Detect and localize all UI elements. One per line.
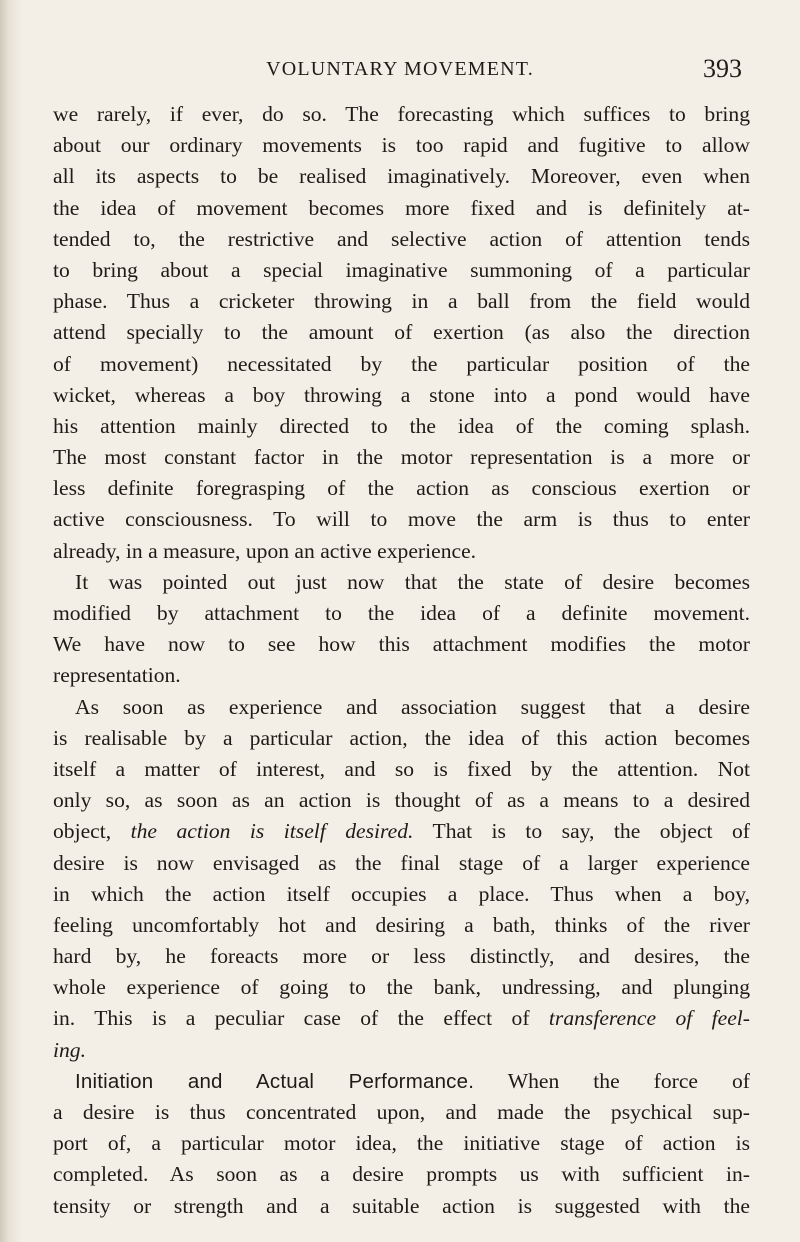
line-text: tended to, the restrictive and selective action of attention tends [53, 226, 750, 251]
line-text: a desire is thus concentrated upon, and made the psychical sup- [53, 1100, 750, 1124]
line-text: The most constant factor in the motor representation is a more or [53, 445, 750, 470]
line-text: port of, a particular motor idea, the initiative stage of action is [53, 1131, 750, 1156]
text-line [53, 1066, 750, 1097]
line-text: we rarely, if ever, do so. The forecasting which suffices to bring [53, 102, 750, 126]
text-line [53, 629, 750, 660]
text-line [53, 723, 750, 754]
text-line [53, 411, 750, 442]
text-line [53, 1035, 750, 1066]
text-line [53, 598, 750, 629]
line-text: in which the action itself occupies a place. Thus when a boy, [53, 881, 750, 906]
line-text: object, [53, 819, 131, 844]
line-text: active consciousness. To will to move the arm is thus to enter [53, 507, 750, 532]
text-line [53, 816, 750, 847]
text-line [53, 785, 750, 816]
text-line [53, 1128, 750, 1159]
text-line [53, 473, 750, 504]
italic-phrase: transference of feel- [548, 1006, 750, 1031]
text-line [53, 504, 750, 535]
text-line [53, 380, 750, 411]
line-text: completed. As soon as a desire prompts us with sufficient in- [53, 1162, 750, 1187]
line-text: his attention mainly directed to the idea of the coming splash. [53, 413, 750, 438]
line-text: about our ordinary movements is too rapid and fugitive to allow [53, 133, 750, 158]
text-line [53, 972, 750, 1003]
line-text: feeling uncomfortably hot and desiring a bath, thinks of the river [53, 912, 750, 937]
text-line [53, 1097, 750, 1128]
page-header [0, 52, 800, 92]
text-line [53, 255, 750, 286]
text-line [53, 848, 750, 879]
text-line [53, 692, 750, 723]
text-line [53, 224, 750, 255]
text-line [53, 161, 750, 192]
line-text: When the force of [474, 1068, 751, 1093]
line-text: representation. [53, 663, 181, 688]
text-line [53, 1191, 750, 1222]
text-line [53, 193, 750, 224]
page-number: 393 [703, 54, 742, 83]
text-line [53, 879, 750, 910]
text-line [53, 1003, 750, 1034]
text-line [53, 910, 750, 941]
line-text: the idea of movement becomes more fixed and is definitely at- [53, 195, 750, 220]
line-text: tensity or strength and a suitable action is suggested with the [53, 1193, 750, 1218]
italic-phrase: the action is itself desired. [130, 819, 414, 844]
text-line [53, 754, 750, 785]
line-text: As soon as experience and association suggest that a desire [75, 694, 750, 719]
line-text: It was pointed out just now that the state of desire becomes [75, 569, 750, 594]
line-text: of movement) necessitated by the particular position of the [53, 351, 750, 376]
line-text: whole experience of going to the bank, undressing, and plunging [53, 975, 750, 1000]
line-text-after: That is to say, the object of [413, 819, 750, 844]
line-text: already, in a measure, upon an active experience. [53, 538, 477, 563]
text-line [53, 567, 750, 598]
text-line [53, 317, 750, 348]
line-text: hard by, he foreacts more or less distinctly, and desires, the [53, 944, 750, 969]
text-line [53, 442, 750, 473]
line-text: is realisable by a particular action, the idea of this action becomes [53, 725, 750, 750]
page-gutter-shadow [0, 0, 22, 1242]
text-line [53, 536, 750, 567]
body-text [53, 99, 750, 1222]
line-text: itself a matter of interest, and so is fixed by the attention. Not [53, 756, 750, 781]
text-line [53, 286, 750, 317]
line-text: modified by attachment to the idea of a definite movement. [53, 601, 750, 625]
italic-phrase: ing. [53, 1037, 86, 1062]
line-text: less definite foregrasping of the action as conscious exertion or [53, 476, 750, 501]
text-line [53, 941, 750, 972]
text-line [53, 1159, 750, 1190]
line-text: phase. Thus a cricketer throwing in a ball from the field would [53, 289, 750, 314]
section-heading: Initiation and Actual Performance. [75, 1069, 475, 1093]
running-title: VOLUNTARY MOVEMENT. [266, 58, 534, 80]
line-text: desire is now envisaged as the final stage of a larger experience [53, 850, 750, 875]
text-line [53, 99, 750, 130]
text-line [53, 660, 750, 691]
line-text: to bring about a special imaginative summoning of a particular [53, 257, 750, 282]
line-text: all its aspects to be realised imaginatively. Moreover, even when [53, 164, 750, 189]
line-text: wicket, whereas a boy throwing a stone into a pond would have [53, 382, 750, 407]
line-text: We have now to see how this attachment modifies the motor [53, 632, 750, 657]
line-text: attend specially to the amount of exertion (as also the direction [53, 320, 750, 345]
text-line [53, 130, 750, 161]
line-text: only so, as soon as an action is thought of as a means to a desired [53, 788, 750, 813]
text-line [53, 349, 750, 380]
line-text: in. This is a peculiar case of the effect of [53, 1006, 549, 1031]
